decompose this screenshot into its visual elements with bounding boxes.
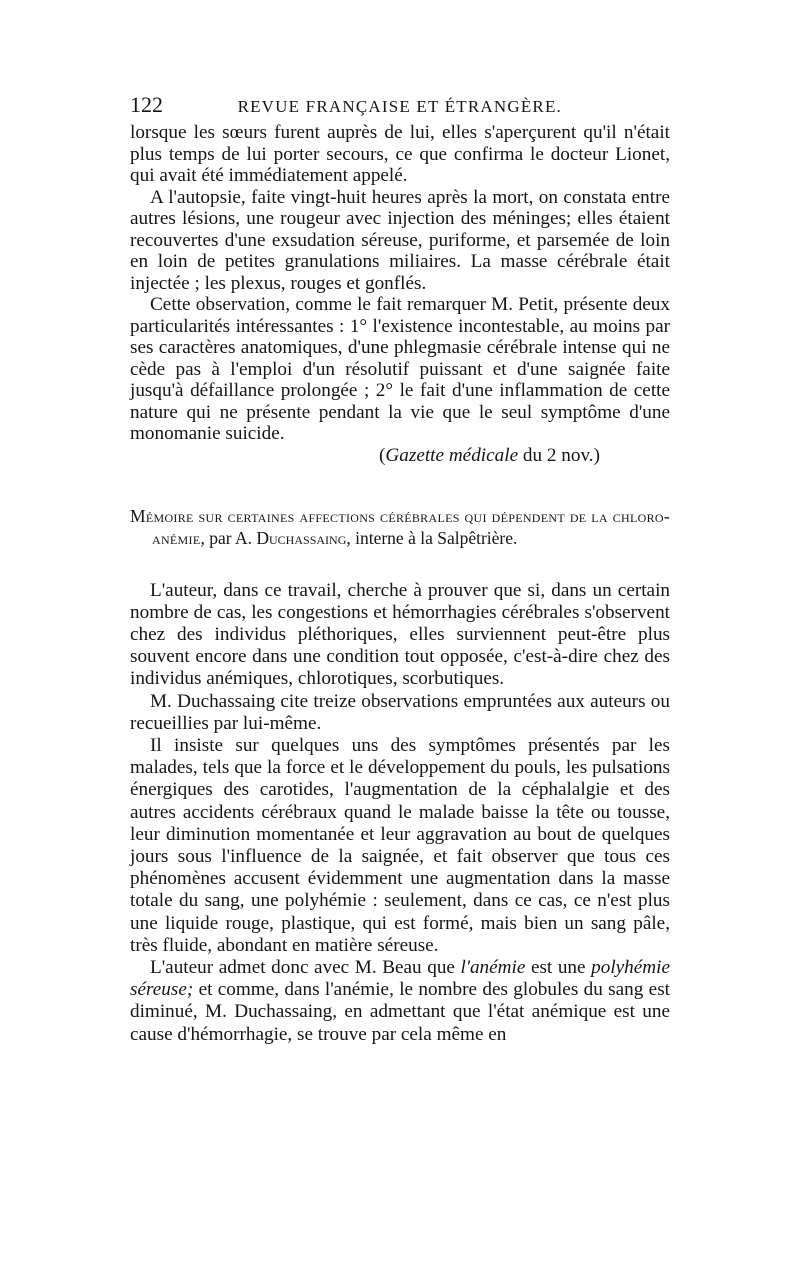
article-title [130,505,670,550]
source-citation [130,445,670,467]
source-open: ( [379,444,386,466]
paragraph: A l'autopsie, faite vingt-huit heures après la mort, on constata entre autres lésions, une rougeur avec injection des méninges; elles étaient recouvertes d'une exsudation séreuse, puriforme, et parsemée de loin en loin de petites granulations miliaires. La masse cérébrale était injectée ; les plexus, rouges et gonflés. [130,186,670,294]
article-title-sep: , par A. [200,528,257,548]
paragraph: M. Duchassaing cite treize observations empruntées aux auteurs ou recueillies par lui-même. [130,690,670,734]
article-title-tail: , interne à la Salpêtrière. [346,528,518,548]
text-run: et comme, dans l'anémie, le nombre des globules du sang est diminué, M. Duchassaing, en admettant que l'état anémique est une cause d'hémorrhagie, se trouve par cela même en [130,979,670,1045]
paragraph: L'auteur, dans ce travail, cherche à prouver que si, dans un certain nombre de cas, les congestions et hémorrhagies cérébrales s'observent chez des individus pléthoriques, elles surviennent peut-être plus souvent encore dans une condition tout opposée, c'est-à-dire chez des individus anémiques, chlorotiques, scorbutiques. [130,579,670,690]
paragraph [130,957,670,1046]
paragraph: lorsque les sœurs furent auprès de lui, elles s'aperçurent qu'il n'était plus temps de lui porter secours, ce que confirma le docteur Lionet, qui avait été immédiatement appelé. [130,122,670,186]
source-journal: Gazette médicale [385,444,519,466]
page [130,92,670,1046]
article-title-caps: Mémoire sur certaines affections cérébrales qui dépendent de la chloro-anémie [130,505,670,548]
italic-term: l'anémie [460,956,526,978]
section-observation [130,122,670,467]
running-head [130,92,670,122]
running-head-title: REVUE FRANÇAISE ET ÉTRANGÈRE. [237,97,562,116]
article-body [130,580,670,1046]
text-run: L'auteur admet donc avec M. Beau que [150,956,461,978]
page-number: 122 [130,92,163,117]
article-author: Duchassaing [256,528,347,548]
italic-term: polyhémie séreuse; [130,956,670,1001]
paragraph: Il insiste sur quelques uns des symptômes présentés par les malades, tels que la force et le développement du pouls, les pulsations énergiques des carotides, l'augmentation de la céphalalgie et des autres accidents cérébraux quand le malade baisse la tête ou tousse, leur diminution momentanée et leur aggravation au bout de quelques jours sous l'influence de la saignée, et fait observer que tous ces phénomènes accusent évidemment une augmentation dans la masse totale du sang, une polyhémie : seulement, dans ce cas, ce n'est plus une liquide rouge, plastique, qui est formé, mais bien un sang pâle, très fluide, abondant en matière séreuse. [130,734,670,956]
paragraph: Cette observation, comme le fait remarquer M. Petit, présente deux particularités intéressantes : 1° l'existence incontestable, au moins par ses caractères anatomiques, d'une phlegmasie cérébrale intense qui ne cède pas à l'emploi d'un résolutif puissant et d'une saignée faite jusqu'à défaillance prolongée ; 2° le fait d'une inflammation de cette nature qui ne présente pendant la vie que le seul symptôme d'une monomanie suicide. [130,294,670,444]
text-run: est une [525,956,592,978]
source-date: du 2 nov.) [518,444,600,466]
